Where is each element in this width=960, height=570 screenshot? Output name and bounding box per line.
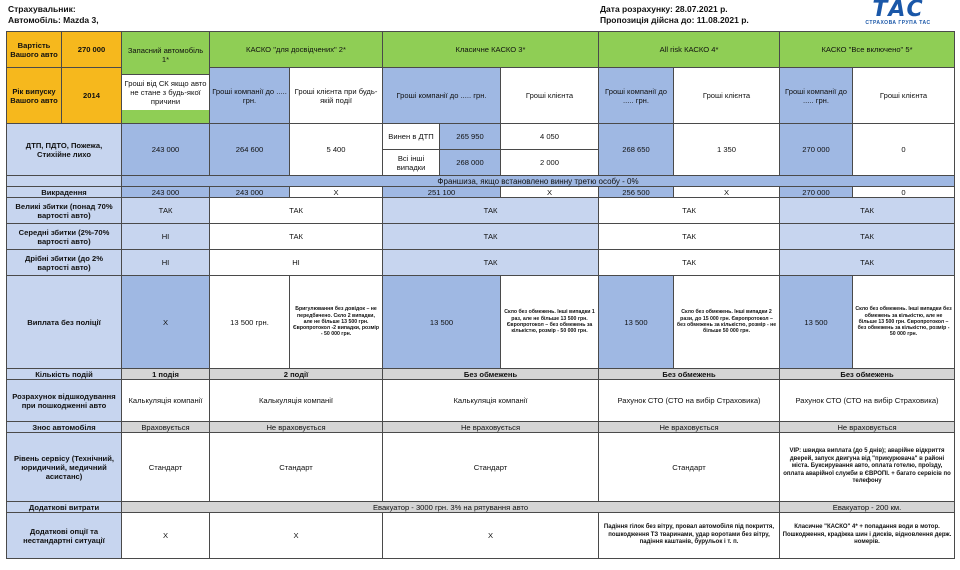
theft-p2-company: 243 000 — [210, 187, 290, 198]
service-p3: Стандарт — [383, 433, 599, 502]
big-loss-p4: ТАК — [599, 198, 780, 224]
extra-p1-p3: Евакуатор - 3000 грн. 3% на рятування авто — [122, 502, 780, 513]
dtp-other-company: 268 000 — [440, 150, 501, 176]
service-p1: Стандарт — [122, 433, 210, 502]
p5-client-header: Гроші клієнта — [853, 68, 955, 124]
repair-p3: Калькуляція компанії — [383, 380, 599, 422]
wear-p1: Враховується — [122, 422, 210, 433]
options-p2: X — [210, 513, 383, 559]
extra-p4-p5: Евакуатор - 200 км. — [780, 502, 955, 513]
p4-company-header: Гроші компанії до ..... грн. — [599, 68, 674, 124]
mid-loss-label: Середні збитки (2%-70% вартості авто) — [7, 224, 122, 250]
dtp-other-client: 2 000 — [501, 150, 599, 176]
no-police-p1: X — [122, 276, 210, 369]
p3-client-header: Гроші клієнта — [501, 68, 599, 124]
repair-label: Розрахунок відшкодування при пошкодженні авто — [7, 380, 122, 422]
options-p4: Падіння гілок без вітру, провал автомобіля під покриття, пошкодження ТЗ тваринами, удар воротами без вітру, падіння каштанів, бурульок і т. п. — [599, 513, 780, 559]
p3-company-header: Гроші компанії до ..... грн. — [383, 68, 501, 124]
no-police-p2-note: Бригулювання без довідок – не передбачено. Скло 2 випадки, але не більше 13 500 грн. Європротокол -2 випадки, розмір - 50 000 грн. — [290, 276, 383, 369]
table-row — [7, 187, 955, 198]
table-row — [7, 422, 955, 433]
car-value: 270 000 — [62, 32, 122, 68]
no-police-p3-amount: 13 500 — [383, 276, 501, 369]
small-loss-p3: ТАК — [383, 250, 599, 276]
small-loss-p2: НІ — [210, 250, 383, 276]
big-loss-p5: ТАК — [780, 198, 955, 224]
theft-p5-client: 0 — [853, 187, 955, 198]
service-label: Рівень сервісу (Технічний, юридичний, медичний асистанс) — [7, 433, 122, 502]
no-police-p3-note: Скло без обмежень. Інші випадки 1 раз, але не більше 13 500 грн. Європротокол – без обмежень за кількістю, розмір - 50 000 грн. — [501, 276, 599, 369]
repair-p2: Калькуляція компанії — [210, 380, 383, 422]
car-label: Автомобіль: Mazda 3, — [8, 15, 99, 25]
table-row — [7, 502, 955, 513]
table-row — [7, 513, 955, 559]
service-p2: Стандарт — [210, 433, 383, 502]
events-p4: Без обмежень — [599, 369, 780, 380]
p4-client-header: Гроші клієнта — [674, 68, 780, 124]
product-title-p1: Запасний автомобіль 1* — [127, 46, 204, 64]
events-label: Кількість подій — [7, 369, 122, 380]
dtp-p4-company: 268 650 — [599, 124, 674, 176]
car-year-label: Рік випуску Вашого авто — [7, 68, 62, 124]
options-p3: X — [383, 513, 599, 559]
theft-p3-client: X — [501, 187, 599, 198]
dtp-p2-client: 5 400 — [290, 124, 383, 176]
p5-company-header: Гроші компанії до ..... грн. — [780, 68, 853, 124]
big-loss-p2: ТАК — [210, 198, 383, 224]
mid-loss-p2: ТАК — [210, 224, 383, 250]
small-loss-p4: ТАК — [599, 250, 780, 276]
dtp-p5-company: 270 000 — [780, 124, 853, 176]
big-loss-p1: ТАК — [122, 198, 210, 224]
no-police-p5-amount: 13 500 — [780, 276, 853, 369]
product-header-p3: Класичне КАСКО 3* — [383, 32, 599, 68]
small-loss-label: Дрібні збитки (до 2% вартості авто) — [7, 250, 122, 276]
small-loss-p5: ТАК — [780, 250, 955, 276]
theft-p1: 243 000 — [122, 187, 210, 198]
franchise-note: Франшиза, якщо встановлено винну третю особу - 0% — [122, 176, 955, 187]
repair-p1: Калькуляція компанії — [122, 380, 210, 422]
no-police-p5-note: Скло без обмежень. Інші випадки без обмежень за кількістю, але не більше 13 500 грн. Європротокол – без обмежень за кількістю, розмір - 50 000 грн. — [853, 276, 955, 369]
wear-label: Знос автомобіля — [7, 422, 122, 433]
dtp-guilty-company: 265 950 — [440, 124, 501, 150]
table-row — [7, 380, 955, 422]
no-police-label: Виплата без поліції — [7, 276, 122, 369]
dtp-p1: 243 000 — [122, 124, 210, 176]
events-p3: Без обмежень — [383, 369, 599, 380]
no-police-p4-amount: 13 500 — [599, 276, 674, 369]
dtp-p2-company: 264 600 — [210, 124, 290, 176]
dtp-p5-client: 0 — [853, 124, 955, 176]
product-header-p2: КАСКО "для досвідчених" 2* — [210, 32, 383, 68]
car-value-label: Вартість Вашого авто — [7, 32, 62, 68]
repair-p5: Рахунок СТО (СТО на вибір Страховика) — [780, 380, 955, 422]
product-header-p4: All risk КАСКО 4* — [599, 32, 780, 68]
no-police-p4-note: Скло без обмежень. Інші випадки 2 рази, до 15 000 грн. Європротокол – без обмежень за кількістю, розмір - не більше 50 000 грн. — [674, 276, 780, 369]
theft-p3-company: 251 100 — [383, 187, 501, 198]
logo-text: ТАС — [872, 0, 924, 22]
theft-p4-company: 256 500 — [599, 187, 674, 198]
options-p1: X — [122, 513, 210, 559]
company-logo — [848, 0, 948, 26]
table-row — [7, 124, 955, 150]
theft-label: Викрадення — [7, 187, 122, 198]
franchise-spacer — [7, 176, 122, 187]
p1-subheader: Гроші від СК якщо авто не стане з будь-якої причини — [122, 74, 209, 110]
p2-company-header: Гроші компанії до ..... грн. — [210, 68, 290, 124]
table-row — [7, 276, 955, 369]
dtp-label: ДТП, ПДТО, Пожежа, Стихійне лихо — [7, 124, 122, 176]
mid-loss-p4: ТАК — [599, 224, 780, 250]
product-header-p5: КАСКО "Все включено" 5* — [780, 32, 955, 68]
dtp-guilty-label: Винен в ДТП — [383, 124, 440, 150]
mid-loss-p1: НІ — [122, 224, 210, 250]
product-header-p1 — [122, 32, 210, 124]
events-p5: Без обмежень — [780, 369, 955, 380]
mid-loss-p3: ТАК — [383, 224, 599, 250]
options-p5: Класичне "КАСКО" 4* + попадання води в мотор. Пошкодження, крадіжка шин і дисків, відновлення держ. номерів. — [780, 513, 955, 559]
repair-p4: Рахунок СТО (СТО на вибір Страховика) — [599, 380, 780, 422]
dtp-other-label: Всі інші випадки — [383, 150, 440, 176]
table-row — [7, 32, 955, 68]
car-year: 2014 — [62, 68, 122, 124]
big-loss-p3: ТАК — [383, 198, 599, 224]
no-police-p2-amount: 13 500 грн. — [210, 276, 290, 369]
table-row — [7, 198, 955, 224]
calc-date: Дата розрахунку: 28.07.2021 р. — [600, 4, 728, 14]
service-p5: VIP: швидка виплата (до 5 днів); аварійне відкриття дверей, запуск двигуна від "прикурювача" в районі міста. Буксирування авто, оплата готелю, проїзду, оплата аварійної служби в ЄВРОПІ. + багато сервісів по телефону — [780, 433, 955, 502]
wear-p3: Не враховується — [383, 422, 599, 433]
dtp-p4-client: 1 350 — [674, 124, 780, 176]
small-loss-p1: НІ — [122, 250, 210, 276]
options-label: Додаткові опції та нестандартні ситуації — [7, 513, 122, 559]
events-p1: 1 подія — [122, 369, 210, 380]
theft-p5-company: 270 000 — [780, 187, 853, 198]
mid-loss-p5: ТАК — [780, 224, 955, 250]
events-p2: 2 події — [210, 369, 383, 380]
valid-until: Пропозиція дійсна до: 11.08.2021 р. — [600, 15, 749, 25]
wear-p5: Не враховується — [780, 422, 955, 433]
logo-subtitle: СТРАХОВА ГРУПА ТАС — [865, 20, 931, 26]
theft-p2-client: X — [290, 187, 383, 198]
table-row — [7, 433, 955, 502]
extra-label: Додаткові витрати — [7, 502, 122, 513]
table-row — [7, 369, 955, 380]
table-row — [7, 250, 955, 276]
wear-p4: Не враховується — [599, 422, 780, 433]
service-p4: Стандарт — [599, 433, 780, 502]
table-row — [7, 176, 955, 187]
big-loss-label: Великі збитки (понад 70% вартості авто) — [7, 198, 122, 224]
theft-p4-client: X — [674, 187, 780, 198]
p2-client-header: Гроші клієнта при будь-якій події — [290, 68, 383, 124]
comparison-table — [6, 31, 955, 559]
table-row — [7, 224, 955, 250]
insurer-label: Страхувальник: — [8, 4, 76, 14]
wear-p2: Не враховується — [210, 422, 383, 433]
dtp-guilty-client: 4 050 — [501, 124, 599, 150]
